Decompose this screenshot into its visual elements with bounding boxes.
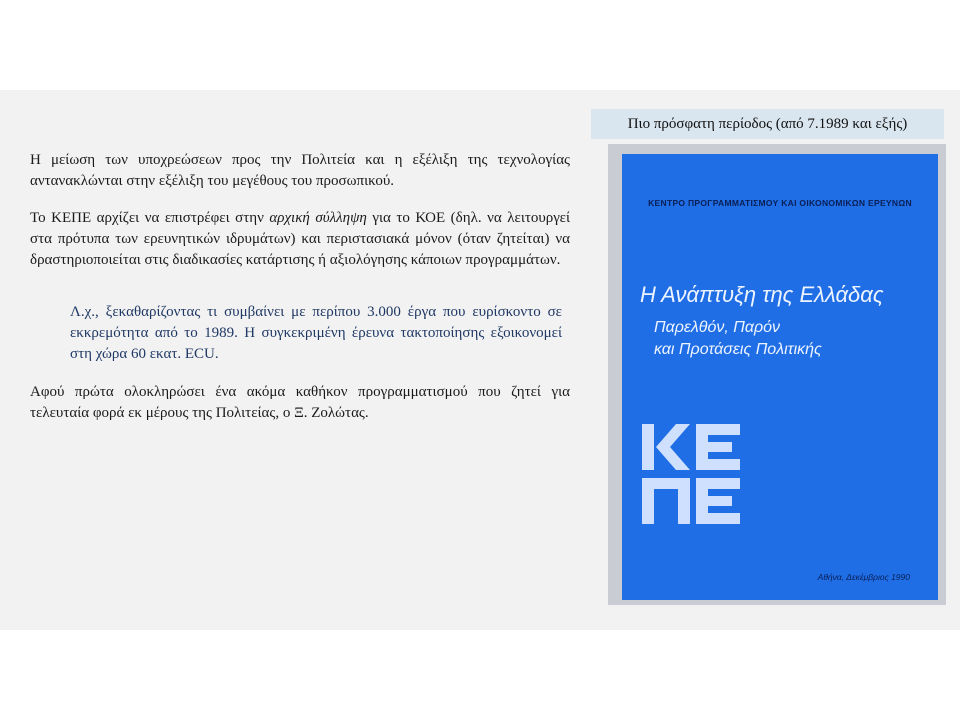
slide xyxy=(0,90,960,630)
cover-subtitle-line1: Παρελθόν, Παρόν xyxy=(654,319,781,336)
paragraph-return-to-concept xyxy=(30,208,570,271)
cover-caption: Πιο πρόσφατη περίοδος (από 7.1989 και εξής) xyxy=(591,109,944,139)
cover-publisher: ΚΕΝΤΡΟ ΠΡΟΓΡΑΜΜΑΤΙΣΜΟΥ ΚΑΙ ΟΙΚΟΝΟΜΙΚΩΝ ΕΡΕΥΝΩΝ xyxy=(648,198,912,208)
p2-emphasis: αρχική σύλληψη xyxy=(269,210,367,226)
p2-before: Το ΚΕΠΕ αρχίζει να επιστρέφει στην xyxy=(30,210,270,226)
cover-subtitle xyxy=(654,317,822,361)
book-cover-image xyxy=(608,144,946,605)
paragraph-staff-reduction: Η μείωση των υποχρεώσεων προς την Πολιτεία και η εξέλιξη της τεχνολογίας αντανακλώνται στην εξέλιξη του μεγέθους του προσωπικού. xyxy=(30,152,570,189)
kepe-logo-icon xyxy=(642,424,752,524)
cover-title: Η Ανάπτυξη της Ελλάδας xyxy=(640,282,884,307)
paragraph-example-quote: Λ.χ., ξεκαθαρίζοντας τι συμβαίνει με περίπου 3.000 έργα που ευρίσκοντο σε εκκρεμότητα από το 1989. Η συγκεκριμένη έρευνα τακτοποίησης εξοικονομεί στη χώρα 60 εκατ. ECU. xyxy=(70,304,562,362)
cover-subtitle-line2: και Προτάσεις Πολιτικής xyxy=(654,341,822,358)
cover-place-date: Αθήνα, Δεκέμβριος 1990 xyxy=(817,572,910,582)
book-cover-front xyxy=(622,154,938,600)
p2-after: για το ΚΟΕ (δηλ. να λειτουργεί στα πρότυπα των ερευνητικών ιδρυμάτων) και περιστασιακά μόνον (όταν ζητείται) να δραστηριοποιείται στις διαδικασίες κατάρτισης ή αξιολόγησης κάποιων προγραμμάτων. xyxy=(30,210,571,268)
paragraph-zolotas: Αφού πρώτα ολοκληρώσει ένα ακόμα καθήκον προγραμματισμού που ζητεί για τελευταία φορά εκ μέρους της Πολιτείας, ο Ξ. Ζολώτας. xyxy=(30,384,570,421)
